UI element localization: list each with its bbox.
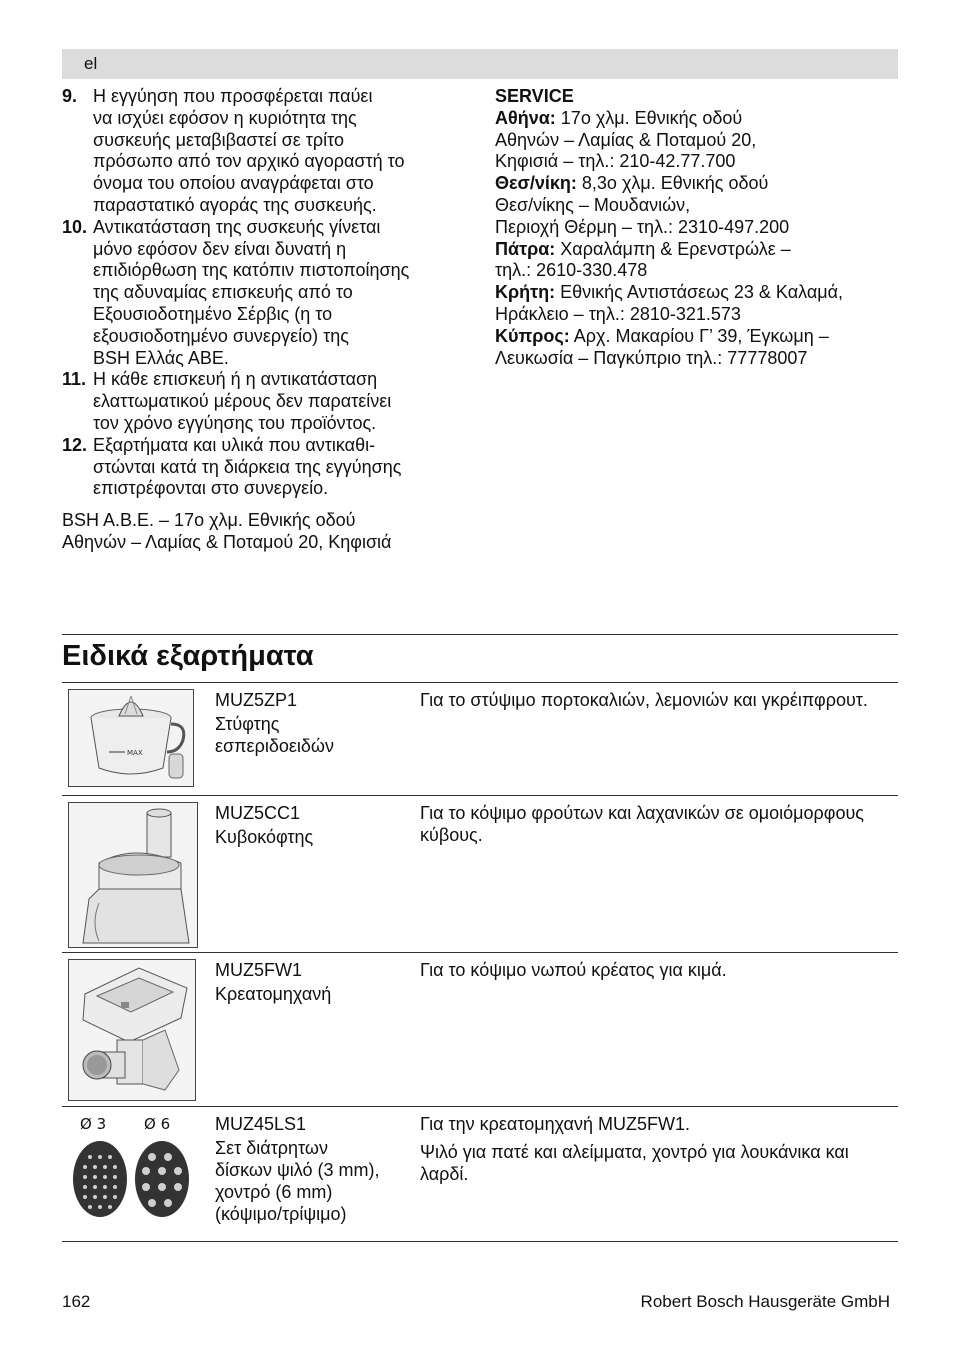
name-line: Κυβοκόφτης — [215, 827, 314, 847]
item-line: τον χρόνο εγγύησης του προϊόντος. — [93, 412, 377, 433]
warranty-column — [62, 86, 467, 554]
service-entry — [495, 282, 905, 326]
entry-text: 8,3ο χλμ. Εθνικής οδού — [576, 173, 769, 194]
city-label: Κρήτη: — [495, 282, 556, 303]
accessory-description — [420, 1113, 898, 1191]
accessory-row — [62, 953, 898, 1106]
table-bottom-rule — [62, 1241, 898, 1242]
city-label: Θεσ/νίκη: — [495, 173, 577, 194]
warranty-item — [62, 86, 467, 217]
service-entry — [495, 173, 905, 238]
dicer-icon — [68, 802, 198, 948]
item-line: Η εγγύηση που προσφέρεται παύει — [93, 86, 373, 106]
name-line: χοντρό (6 mm) — [215, 1182, 333, 1202]
warranty-item — [62, 369, 467, 434]
disc-label: Ø 3 — [80, 1115, 107, 1133]
company-name: Robert Bosch Hausgeräte GmbH — [640, 1292, 890, 1311]
item-line: όνομα του οποίου αναγράφεται στο — [93, 173, 374, 194]
accessory-description — [420, 802, 898, 852]
address-line: BSH A.B.E. – 17ο χλμ. Εθνικής οδού — [62, 510, 356, 531]
address-line: Αθηνών – Λαμίας & Ποταμού 20, Κηφισιά — [62, 531, 392, 552]
item-number: 12. — [62, 434, 88, 455]
name-line: (κόψιμο/τρίψιμο) — [215, 1204, 347, 1224]
accessory-description — [420, 959, 898, 987]
city-label: Αθήνα: — [495, 107, 556, 128]
accessory-name — [215, 826, 405, 848]
section-divider — [62, 634, 898, 635]
description-text: Για την κρεατομηχανή MUZ5FW1. — [420, 1114, 690, 1134]
description-text: Για το κόψιμο νωπού κρέατος για κιμά. — [420, 960, 727, 980]
item-line: πρόσωπο από τον αρχικό αγοραστή το — [93, 151, 405, 172]
page-number: 162 — [62, 1292, 91, 1311]
service-entry — [495, 326, 905, 370]
name-line: εσπεριδοειδών — [215, 736, 334, 756]
accessory-row — [62, 683, 898, 795]
item-line: Η κάθε επισκευή ή η αντικατάσταση — [93, 369, 378, 390]
entry-line: Λευκωσία – Παγκύπριο τηλ.: 77778007 — [495, 347, 808, 368]
meat-grinder-icon — [68, 959, 196, 1101]
item-line: να ισχύει εφόσον η κυριότητα της — [93, 107, 357, 128]
language-bar — [62, 49, 898, 79]
description-text: Ψιλό για πατέ και αλείμματα, χοντρό για λουκάνικα και λαρδί. — [420, 1142, 849, 1184]
accessory-description — [420, 689, 898, 717]
entry-line: Αθηνών – Λαμίας & Ποταμού 20, — [495, 129, 757, 150]
section-title: Ειδικά εξαρτήματα — [62, 640, 314, 672]
accessory-name — [215, 983, 405, 1005]
item-line: εξουσιοδοτημένο συνεργείο) της — [93, 325, 349, 346]
item-line: παραστατικό αγοράς της συσκευής. — [93, 194, 377, 215]
item-line: επιστρέφονται στο συνεργείο. — [93, 478, 329, 499]
entry-line: Κηφισιά – τηλ.: 210-42.77.700 — [495, 151, 736, 172]
service-heading: SERVICE — [495, 86, 574, 106]
item-number: 9. — [62, 86, 78, 106]
service-entry — [495, 239, 905, 283]
city-label: Πάτρα: — [495, 238, 556, 259]
entry-text: Χαραλάμπη & Ερενστρώλε – — [555, 238, 791, 259]
name-line: Σετ διάτρητων — [215, 1138, 328, 1158]
item-line: BSH Ελλάς ΑΒΕ. — [93, 347, 229, 368]
item-line: Εξουσιοδοτημένο Σέρβις (η το — [93, 303, 333, 324]
item-line: συσκευής μεταβιβαστεί σε τρίτο — [93, 129, 344, 150]
city-label: Κύπρος: — [495, 325, 570, 346]
description-text: Για το στύψιμο πορτοκαλιών, λεμονιών και γκρέιπφρουτ. — [420, 690, 868, 710]
name-line: Κρεατομηχανή — [215, 984, 332, 1004]
accessory-code: MUZ45LS1 — [215, 1114, 307, 1134]
max-label: MAX — [127, 749, 143, 757]
accessory-name — [215, 713, 405, 757]
item-line: της αδυναμίας επισκευής από το — [93, 282, 353, 303]
name-line: Στύφτης — [215, 714, 280, 734]
entry-line: Θεσ/νίκης – Μουδανιών, — [495, 194, 691, 215]
accessory-row — [62, 1107, 898, 1241]
entry-text: Εθνικής Αντιστάσεως 23 & Καλαμά, — [555, 282, 844, 303]
entry-line: Ηράκλειο – τηλ.: 2810-321.573 — [495, 303, 741, 324]
name-line: δίσκων ψιλό (3 mm), — [215, 1160, 380, 1180]
item-line: επιδιόρθωση της κατόπιν πιστοποίησης — [93, 260, 410, 281]
accessory-code: MUZ5FW1 — [215, 960, 302, 980]
entry-text: Αρχ. Μακαρίου Γ’ 39, Έγκωμη – — [569, 325, 829, 346]
item-line: στώνται κατά τη διάρκεια της εγγύησης — [93, 456, 402, 477]
item-line: Εξαρτήματα και υλικά που αντικαθι- — [93, 434, 376, 455]
warranty-item — [62, 217, 467, 370]
item-line: Αντικατάσταση της συσκευής γίνεται — [93, 216, 381, 237]
item-number: 10. — [62, 216, 88, 237]
service-entry — [495, 108, 905, 173]
entry-line: Περιοχή Θέρμη – τηλ.: 2310-497.200 — [495, 216, 790, 237]
accessory-code: MUZ5CC1 — [215, 803, 301, 823]
entry-line: τηλ.: 2610-330.478 — [495, 260, 648, 281]
disc-label: Ø 6 — [144, 1115, 171, 1133]
language-code: el — [84, 54, 98, 73]
accessory-code: MUZ5ZP1 — [215, 690, 298, 710]
perforated-discs-icon — [68, 1113, 194, 1233]
bsh-address — [62, 510, 467, 554]
item-number: 11. — [62, 369, 87, 390]
item-line: μόνο εφόσον δεν είναι δυνατή η — [93, 238, 347, 259]
item-line: ελαττωματικού μέρους δεν παρατείνει — [93, 391, 392, 412]
service-column — [495, 86, 905, 369]
accessory-row — [62, 796, 898, 952]
warranty-item — [62, 435, 467, 500]
accessory-name — [215, 1137, 405, 1225]
description-text: Για το κόψιμο φρούτων και λαχανικών σε ομοιόμορφους κύβους. — [420, 803, 864, 845]
entry-text: 17ο χλμ. Εθνικής οδού — [555, 107, 743, 128]
citrus-press-icon — [68, 689, 194, 787]
